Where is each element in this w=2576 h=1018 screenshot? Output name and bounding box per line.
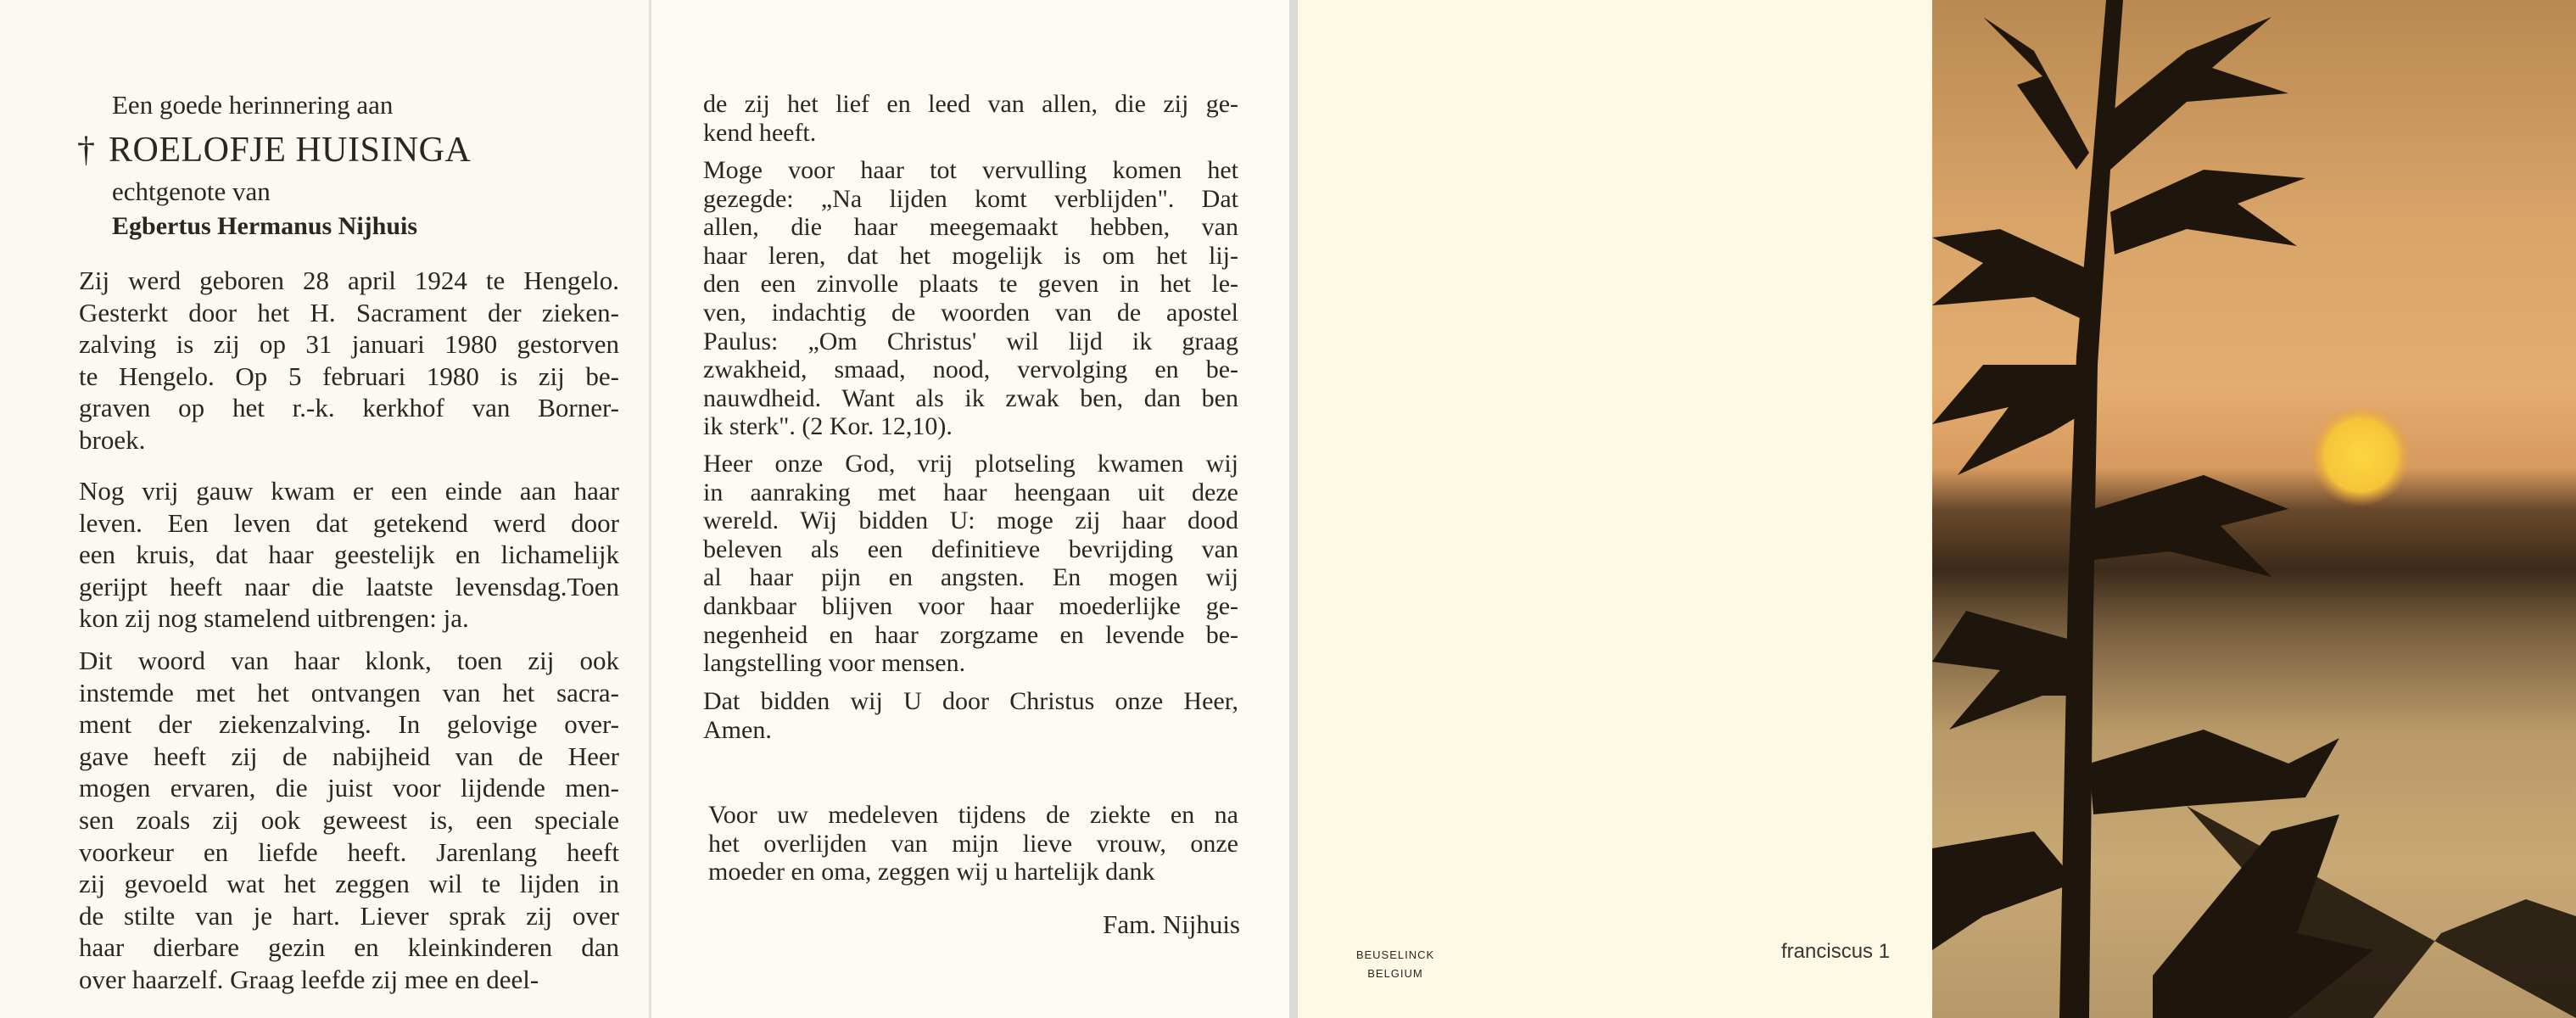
text-line: te Hengelo. Op 5 februari 1980 is zij be- xyxy=(79,361,619,391)
text-line: in aanraking met haar heengaan uit deze xyxy=(703,478,1238,506)
card-panel-middle xyxy=(651,0,1289,1018)
text-line: ven, indachtig de woorden van de apostel xyxy=(703,298,1238,327)
text-line: nauwdheid. Want als ik zwak ben, dan ben xyxy=(703,383,1238,412)
paragraph xyxy=(79,645,619,996)
text-line: gave heeft zij de nabijheid van de Heer xyxy=(79,741,619,771)
text-line: Moge voor haar tot vervulling komen het xyxy=(703,156,1238,184)
text-line: sen zoals zij ook geweest is, een speciale xyxy=(79,804,619,835)
text-line: allen, die haar meegemaakt hebben, van xyxy=(703,213,1238,242)
text-line: gerijpt heeft naar die laatste levensdag.Toen xyxy=(79,571,619,601)
text-line: dankbaar blijven voor haar moederlijke ge- xyxy=(703,591,1238,620)
text-line: haar dierbare gezin en kleinkinderen dan xyxy=(79,932,619,963)
text-line: kend heeft. xyxy=(703,118,817,147)
text-line: Voor uw medeleven tijdens de ziekte en na xyxy=(708,801,1238,829)
text-line: beleven als een definitieve bevrijding van xyxy=(703,534,1238,563)
text-line: leven. Een leven dat getekend werd door xyxy=(79,507,619,538)
thistle-sunset-photo xyxy=(1932,0,2576,1018)
cross-icon: † xyxy=(77,131,95,170)
text-line: moeder en oma, zeggen wij u hartelijk dank xyxy=(708,858,1155,887)
text-line: ment der ziekenzalving. In gelovige over- xyxy=(79,709,619,740)
sun xyxy=(2310,405,2411,506)
paragraph xyxy=(703,90,1238,147)
text-line: Gesterkt door het H. Sacrament der zieken- xyxy=(79,297,619,327)
text-line: Heer onze God, vrij plotseling kwamen wij xyxy=(703,450,1238,478)
text-line: negenheid en haar zorgzame en levende be- xyxy=(703,620,1238,649)
text-line: ik sterk". (2 Kor. 12,10). xyxy=(703,412,953,441)
text-line: het overlijden van mijn lieve vrouw, onze xyxy=(708,829,1238,858)
text-line: de zij het lief en leed van allen, die zij ge- xyxy=(703,90,1238,118)
thanks-paragraph xyxy=(708,801,1238,887)
thistle-silhouette xyxy=(1932,0,2576,1018)
publisher-name: BEUSELINCK xyxy=(1355,948,1435,961)
text-line: over haarzelf. Graag leefde zij mee en deel- xyxy=(79,964,539,994)
paragraph xyxy=(703,687,1238,744)
text-line: mogen ervaren, die juist voor lijdende men- xyxy=(79,773,619,803)
paragraph xyxy=(703,156,1238,441)
intro-line: Een goede herinnering aan xyxy=(112,90,394,120)
text-line: haar leren, dat het mogelijk is om het lij- xyxy=(703,241,1238,270)
text-line: graven op het r.-k. kerkhof van Borner- xyxy=(79,393,619,423)
text-line: zwakheid, smaad, nood, vervolging en be- xyxy=(703,355,1238,384)
text-line: langstelling voor mensen. xyxy=(703,649,966,678)
relation-line: echtgenote van xyxy=(112,176,271,206)
card-panel-left xyxy=(0,0,649,1018)
deceased-name: ROELOFJE HUISINGA xyxy=(109,131,472,170)
text-line: Zij werd geboren 28 april 1924 te Hengelo. xyxy=(79,266,619,295)
paragraph xyxy=(79,475,619,635)
text-line: Nog vrij gauw kwam er een einde aan haar xyxy=(79,476,619,506)
text-line: instemde met het ontvangen van het sacra- xyxy=(79,677,619,708)
text-line: den een zinvolle plaats te geven in het le- xyxy=(703,270,1238,299)
spouse-name: Egbertus Hermanus Nijhuis xyxy=(112,212,418,240)
series-label: franciscus 1 xyxy=(1781,940,1891,963)
signature: Fam. Nijhuis xyxy=(1103,909,1240,939)
text-line: gezegde: „Na lijden komt verblijden". Dat xyxy=(703,184,1238,213)
publisher-country: BELGIUM xyxy=(1367,967,1423,980)
text-line: Dat bidden wij U door Christus onze Heer, xyxy=(703,687,1238,715)
card-back-panel xyxy=(1298,0,1932,1018)
text-line: Paulus: „Om Christus' wil lijd ik graag xyxy=(703,327,1238,355)
text-line: wereld. Wij bidden U: moge zij haar dood xyxy=(703,506,1238,535)
text-line: al haar pijn en angsten. En mogen wij xyxy=(703,563,1238,592)
text-line: de stilte van je hart. Liever sprak zij over xyxy=(79,900,619,931)
text-line: voorkeur en liefde heeft. Jarenlang heeft xyxy=(79,836,619,867)
text-line: kon zij nog stamelend uitbrengen: ja. xyxy=(79,603,469,634)
text-line: Dit woord van haar klonk, toen zij ook xyxy=(79,646,619,675)
text-line: een kruis, dat haar geestelijk en lichamelijk xyxy=(79,540,619,570)
card-gap xyxy=(1289,0,1298,1018)
text-line: zij gevoeld wat het zeggen wil te lijden in xyxy=(79,869,619,899)
text-line: broek. xyxy=(79,424,146,455)
text-line: zalving is zij op 31 januari 1980 gestorven xyxy=(79,329,619,360)
paragraph xyxy=(703,450,1238,678)
paragraph xyxy=(79,265,619,456)
text-line: Amen. xyxy=(703,715,772,744)
